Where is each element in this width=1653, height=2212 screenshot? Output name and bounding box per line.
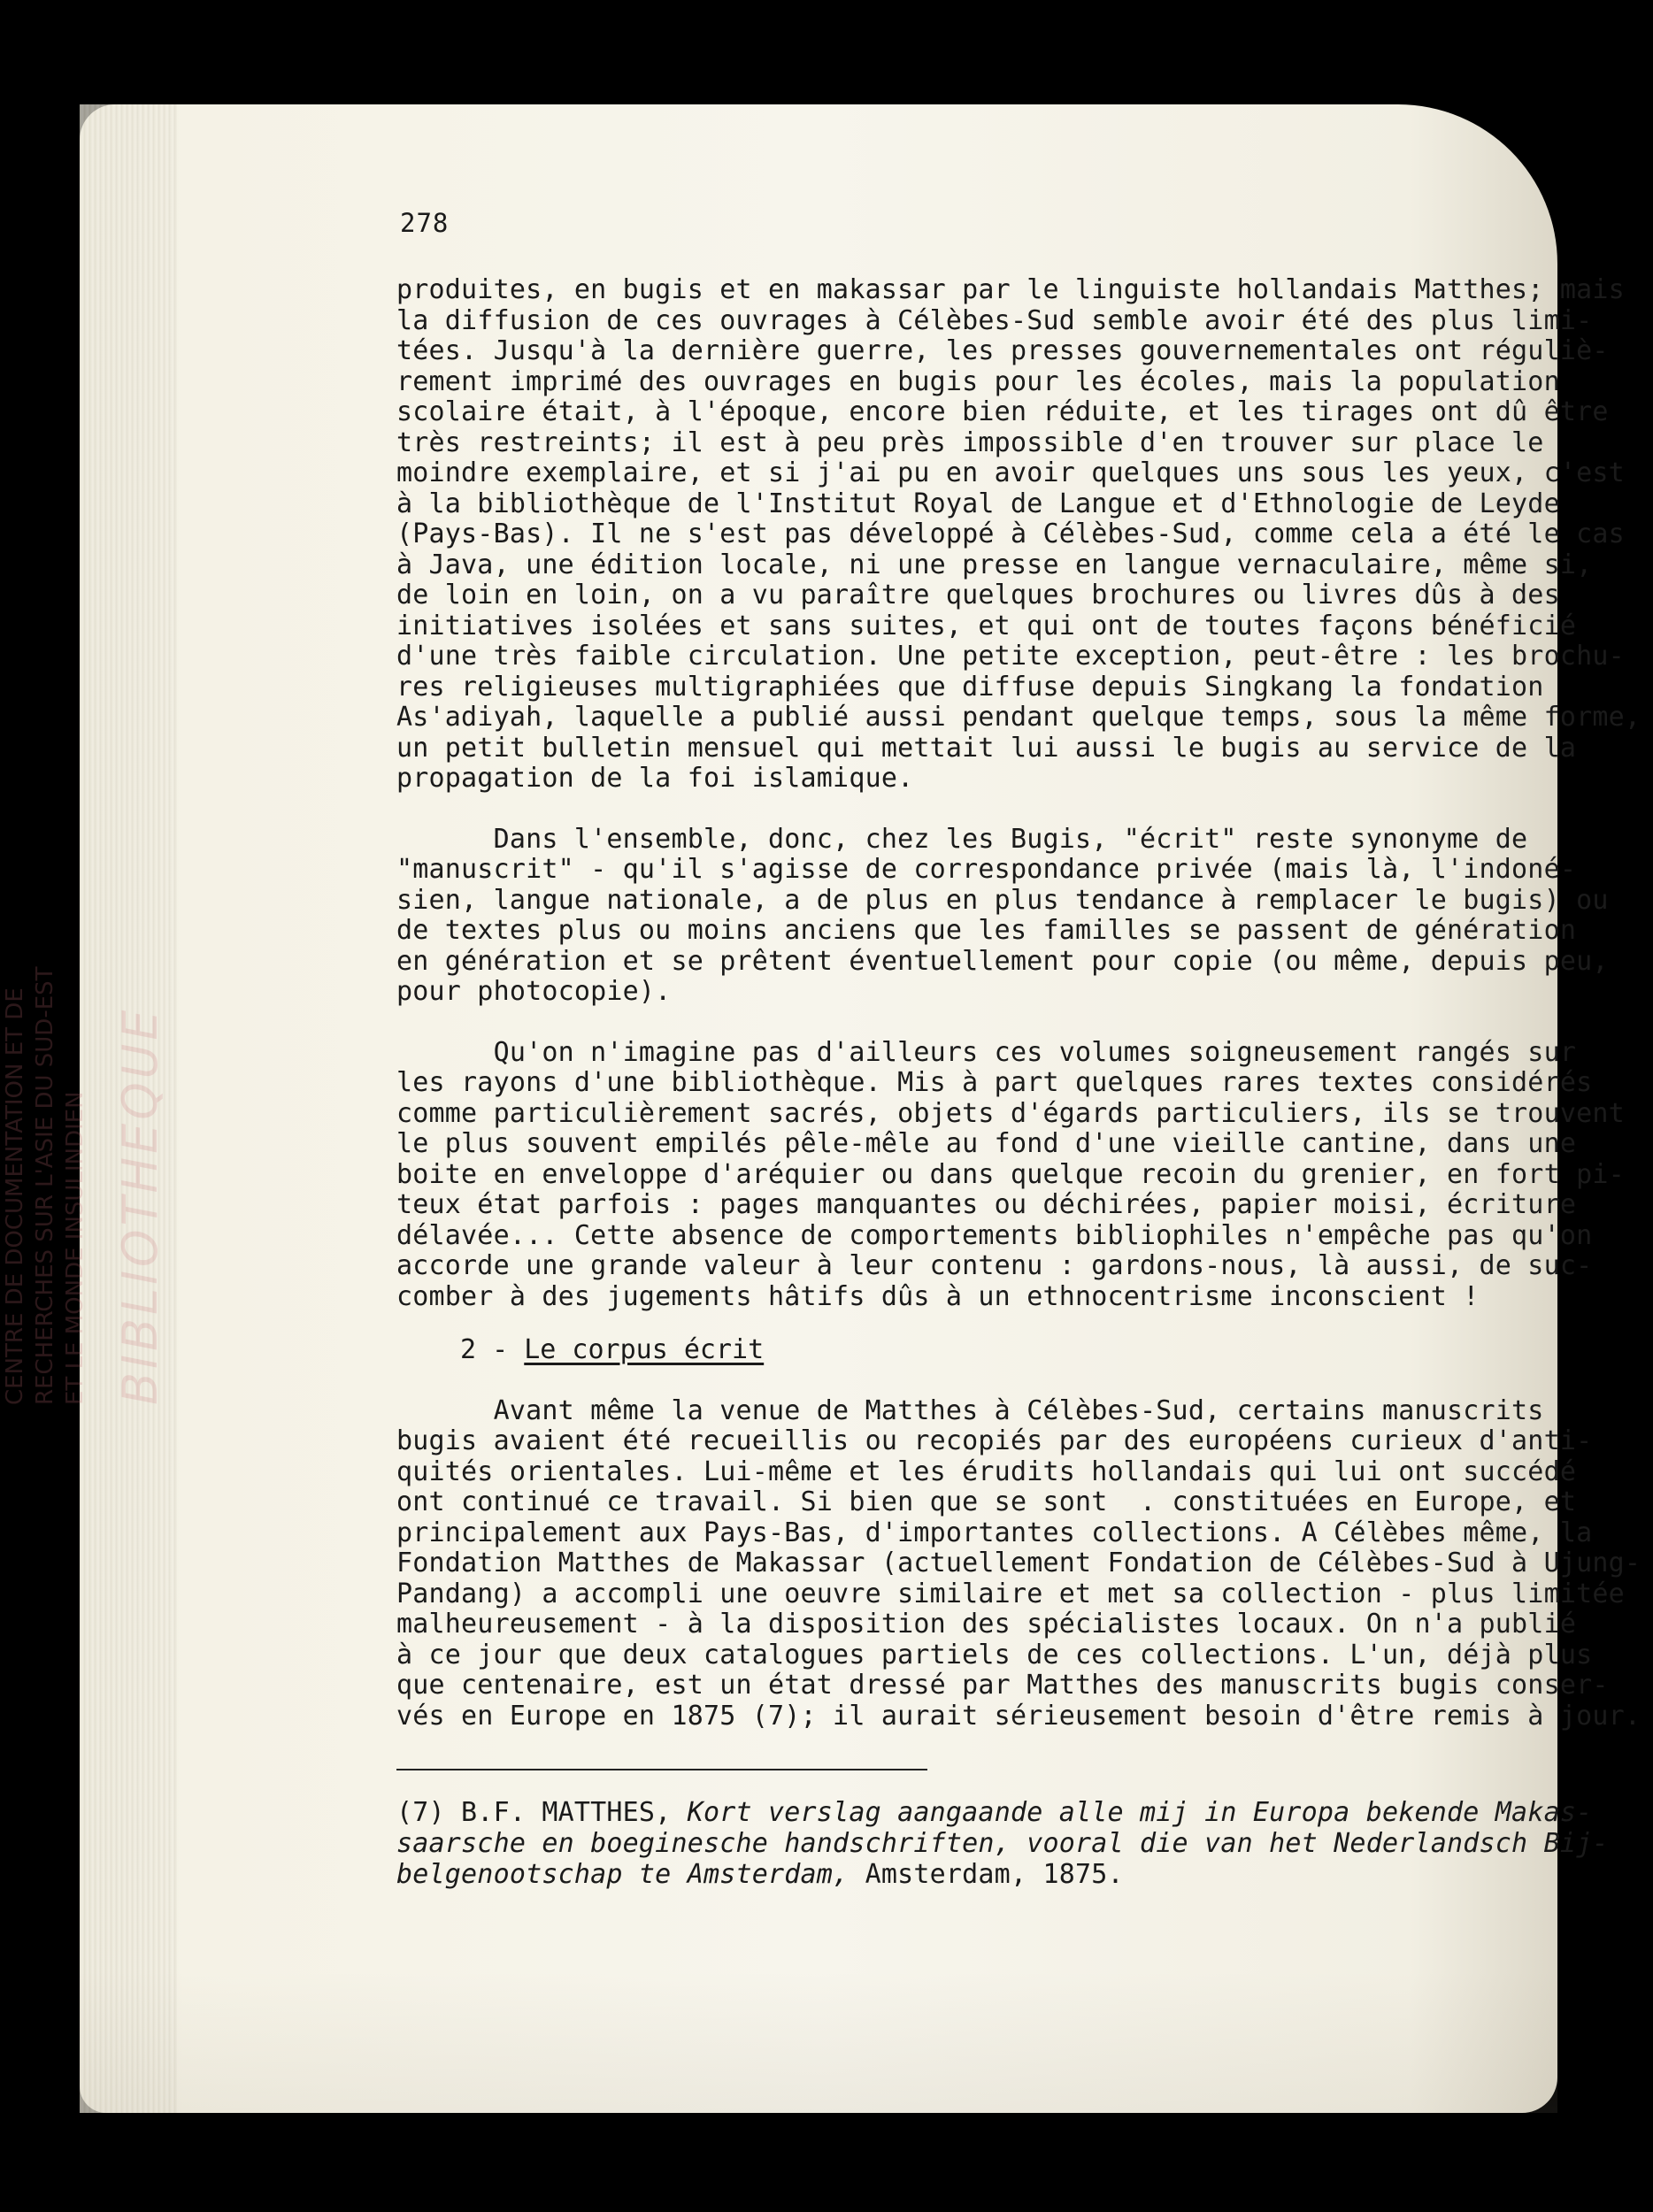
text-line: As'adiyah, laquelle a publié aussi pendant quelque temps, sous la même forme, (396, 702, 1641, 733)
text-line: délavée... Cette absence de comportements bibliophiles n'empêche pas qu'on (396, 1219, 1593, 1251)
text-line: initiatives isolées et sans suites, et qui ont de toutes façons bénéficié (396, 610, 1577, 641)
text-line: ont continué ce travail. Si bien que se sont . constituées en Europe, et (396, 1486, 1577, 1517)
text-line: Qu'on n'imagine pas d'ailleurs ces volumes soigneusement rangés sur (396, 1036, 1577, 1068)
text-line: Fondation Matthes de Makassar (actuellement Fondation de Célèbes-Sud à Ujung- (396, 1548, 1641, 1578)
text-line: principalement aux Pays-Bas, d'importantes collections. A Célèbes même, la (396, 1517, 1593, 1548)
text-line: à Java, une édition locale, ni une presse en langue vernaculaire, même si, (396, 549, 1593, 580)
text-line: en génération et se prêtent éventuellement pour copie (ou même, depuis peu, (396, 945, 1609, 977)
footnote-title-part-1: Kort verslag aangaande alle mij in Europa bekende Makas- (687, 1797, 1593, 1828)
text-line: quités orientales. Lui-même et les érudits hollandais qui lui ont succédé (396, 1455, 1577, 1487)
paragraph-gap (396, 795, 1494, 825)
page-number: 278 (400, 208, 450, 238)
text-line: moindre exemplaire, et si j'ai pu en avoir quelques uns sous les yeux, c'est (396, 457, 1625, 488)
text-line: Dans l'ensemble, donc, chez les Bugis, "écrit" reste synonyme de (396, 823, 1528, 855)
footnote-separator (396, 1769, 927, 1770)
text-line: de textes plus ou moins anciens que les familles se passent de génération (396, 915, 1577, 946)
text-line: teux état parfois : pages manquantes ou déchirées, papier moisi, écriture (396, 1189, 1577, 1220)
section-number: 2 - (460, 1334, 525, 1365)
paragraph-2 (396, 823, 1609, 1008)
text-line: le plus souvent empilés pêle-mêle au fond d'une vieille cantine, dans une (396, 1128, 1577, 1159)
text-line: rement imprimé des ouvrages en bugis pour les écoles, mais la population (396, 365, 1560, 397)
text-line: Avant même la venue de Matthes à Célèbes-Sud, certains manuscrits (396, 1394, 1544, 1426)
text-line: propagation de la foi islamique. (396, 763, 914, 794)
text-line: pour photocopie). (396, 976, 672, 1007)
text-line: de loin en loin, on a vu paraître quelques brochures ou livres dûs à des (396, 580, 1560, 611)
text-line: à la bibliothèque de l'Institut Royal de Langue et d'Ethnologie de Leyde (396, 488, 1560, 519)
footnote-line-2 (396, 1828, 1609, 1859)
text-line: très restreints; il est à peu près impossible d'en trouver sur place le (396, 426, 1544, 458)
text-line: d'une très faible circulation. Une petite exception, peut-être : les brochu- (396, 641, 1625, 672)
text-line: Pandang) a accompli une oeuvre similaire et met sa collection - plus limitée (396, 1578, 1625, 1609)
text-line: bugis avaient été recueillis ou recopiés par des européens curieux d'anti- (396, 1425, 1593, 1456)
footnote-marker: (7) B.F. MATTHES, (396, 1797, 688, 1828)
page-edge-shading (80, 104, 177, 2113)
text-line: tées. Jusqu'à la dernière guerre, les presses gouvernementales ont réguliè- (396, 335, 1609, 366)
page-bottom-shading (80, 1971, 1557, 2113)
text-line: malheureusement - à la disposition des spécialistes locaux. On n'a publié (396, 1609, 1577, 1640)
text-line: à ce jour que deux catalogues partiels de ces collections. L'un, déjà plus (396, 1639, 1593, 1671)
text-line: scolaire était, à l'époque, encore bien réduite, et les tirages ont dû être (396, 396, 1609, 427)
footnote-title-part-2: saarsche en boeginesche handschriften, vooral die van het Nederlandsch Bij- (396, 1828, 1609, 1859)
stamp-line-3: ET LE MONDE INSULINDIEN (62, 1091, 88, 1405)
footnote-place-year: Amsterdam, 1875. (849, 1859, 1124, 1890)
text-line: les rayons d'une bibliothèque. Mis à part quelques rares textes considérés (396, 1067, 1593, 1098)
paragraph-gap (396, 1008, 1494, 1038)
footnote-line-1 (396, 1797, 1593, 1828)
text-line: res religieuses multigraphiées que diffuse depuis Singkang la fondation (396, 671, 1544, 703)
paragraph-1 (396, 274, 1641, 795)
stamp-line-2: RECHERCHES SUR L'ASIE DU SUD-EST (32, 966, 58, 1405)
text-line: (Pays-Bas). Il ne s'est pas développé à Célèbes-Sud, comme cela a été le cas (396, 518, 1625, 549)
paragraph-3 (396, 1036, 1625, 1313)
text-line: accorde une grande valeur à leur contenu : gardons-nous, là aussi, de suc- (396, 1250, 1593, 1281)
page-content (396, 208, 1641, 1890)
section-heading (396, 1335, 1494, 1366)
text-line: sien, langue nationale, a de plus en plus tendance à remplacer le bugis) ou (396, 884, 1609, 916)
footnote-line-3 (396, 1859, 1494, 1890)
text-line: la diffusion de ces ouvrages à Célèbes-Sud semble avoir été des plus limi- (396, 304, 1593, 336)
text-line: comber à des jugements hâtifs dûs à un ethnocentrisme inconscient ! (396, 1280, 1480, 1312)
text-line: comme particulièrement sacrés, objets d'égards particuliers, ils se trouvent (396, 1097, 1625, 1129)
paragraph-4 (396, 1394, 1641, 1732)
text-line: vés en Europe en 1875 (7); il aurait sérieusement besoin d'être remis à jour. (396, 1700, 1641, 1732)
stamp-line-1: CENTRE DE DOCUMENTATION ET DE (2, 987, 28, 1405)
section-title: Le corpus écrit (524, 1334, 765, 1365)
text-line: produites, en bugis et en makassar par le linguiste hollandais Matthes; mais (396, 274, 1625, 305)
text-line: boite en enveloppe d'aréquier ou dans quelque recoin du grenier, en fort pi- (396, 1158, 1625, 1190)
text-line: un petit bulletin mensuel qui mettait lui aussi le bugis au service de la (396, 732, 1577, 764)
footnote-title-part-3: belgenootschap te Amsterdam, (396, 1859, 850, 1890)
footnote (396, 1797, 1609, 1890)
text-line: que centenaire, est un état dressé par Matthes des manuscrits bugis conser- (396, 1670, 1609, 1701)
text-line: "manuscrit" - qu'il s'agisse de correspondance privée (mais là, l'indoné- (396, 854, 1577, 885)
